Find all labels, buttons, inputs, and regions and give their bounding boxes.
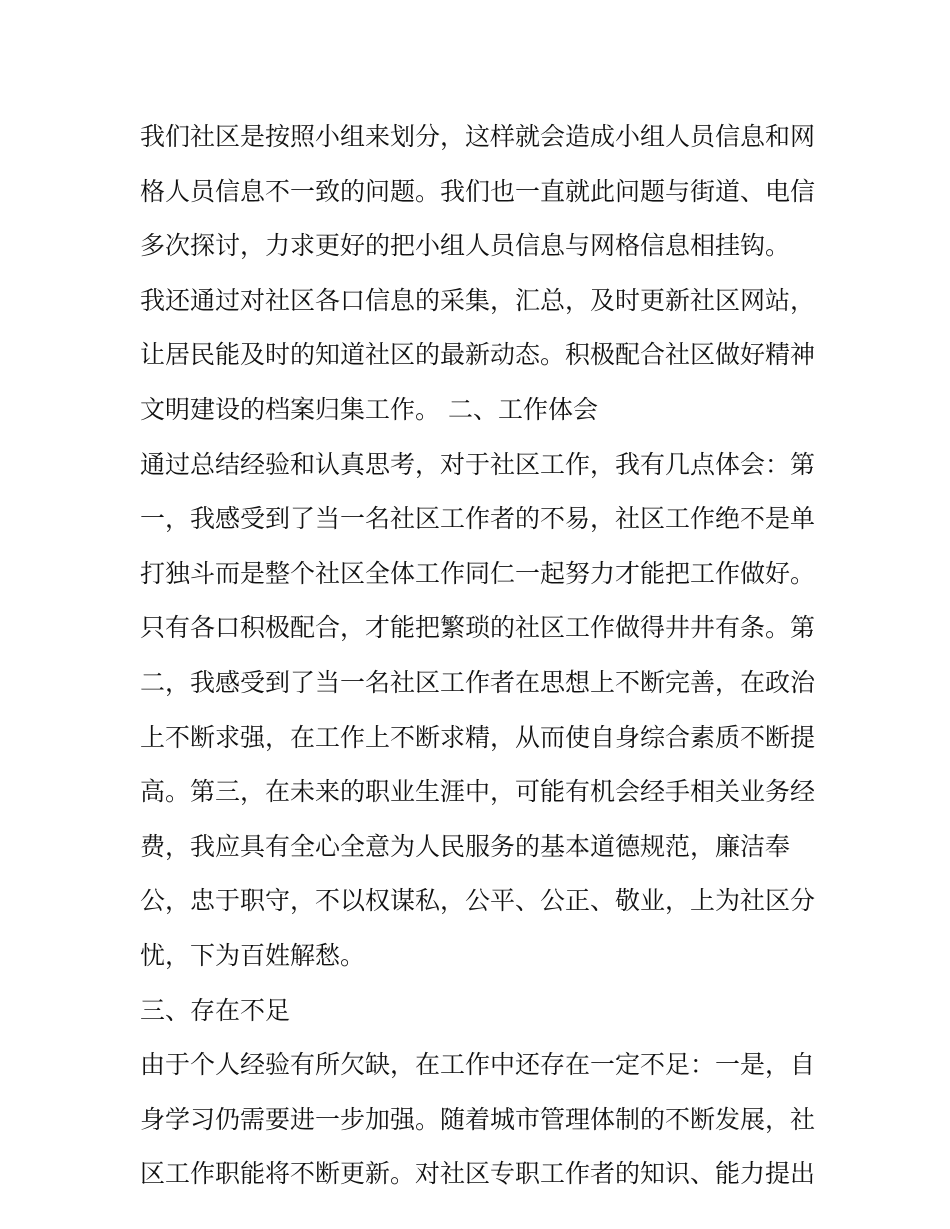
- text-line: 打独斗而是整个社区全体工作同仁一起努力才能把工作做好。: [140, 558, 816, 588]
- text-line: 一，我感受到了当一名社区工作者的不易，社区工作绝不是单: [140, 504, 816, 534]
- text-line: 高。第三，在未来的职业生涯中，可能有机会经手相关业务经: [140, 777, 816, 807]
- text-line: 只有各口积极配合，才能把繁琐的社区工作做得井井有条。第: [140, 613, 816, 643]
- body-text: [140, 110, 820, 1202]
- text-line: 区工作职能将不断更新。对社区专职工作者的知识、能力提出: [140, 1159, 816, 1189]
- text-line: 忧，下为百姓解愁。: [140, 940, 366, 970]
- text-line: 让居民能及时的知道社区的最新动态。积极配合社区做好精神: [140, 340, 816, 370]
- text-line: 由于个人经验有所欠缺，在工作中还存在一定不足：一是，自: [140, 1050, 816, 1080]
- text-line: 通过总结经验和认真思考，对于社区工作，我有几点体会：第: [140, 449, 816, 479]
- text-line: 上不断求强，在工作上不断求精，从而使自身综合素质不断提: [140, 722, 816, 752]
- text-line: 费，我应具有全心全意为人民服务的基本道德规范，廉洁奉: [140, 831, 791, 861]
- text-line: 公，忠于职守，不以权谋私，公平、公正、敬业，上为社区分: [140, 886, 816, 916]
- text-line: 格人员信息不一致的问题。我们也一直就此问题与街道、电信: [140, 176, 816, 206]
- text-line: 身学习仍需要进一步加强。随着城市管理体制的不断发展，社: [140, 1104, 816, 1134]
- text-line: 多次探讨，力求更好的把小组人员信息与网格信息相挂钩。: [140, 231, 791, 261]
- section-heading-line: 文明建设的档案归集工作。 二、工作体会: [140, 394, 598, 424]
- section-heading: 三、存在不足: [140, 995, 291, 1025]
- text-line: 二，我感受到了当一名社区工作者在思想上不断完善，在政治: [140, 667, 816, 697]
- text-line: 我还通过对社区各口信息的采集，汇总，及时更新社区网站，: [140, 285, 816, 315]
- text-line: 我们社区是按照小组来划分，这样就会造成小组人员信息和网: [140, 122, 816, 151]
